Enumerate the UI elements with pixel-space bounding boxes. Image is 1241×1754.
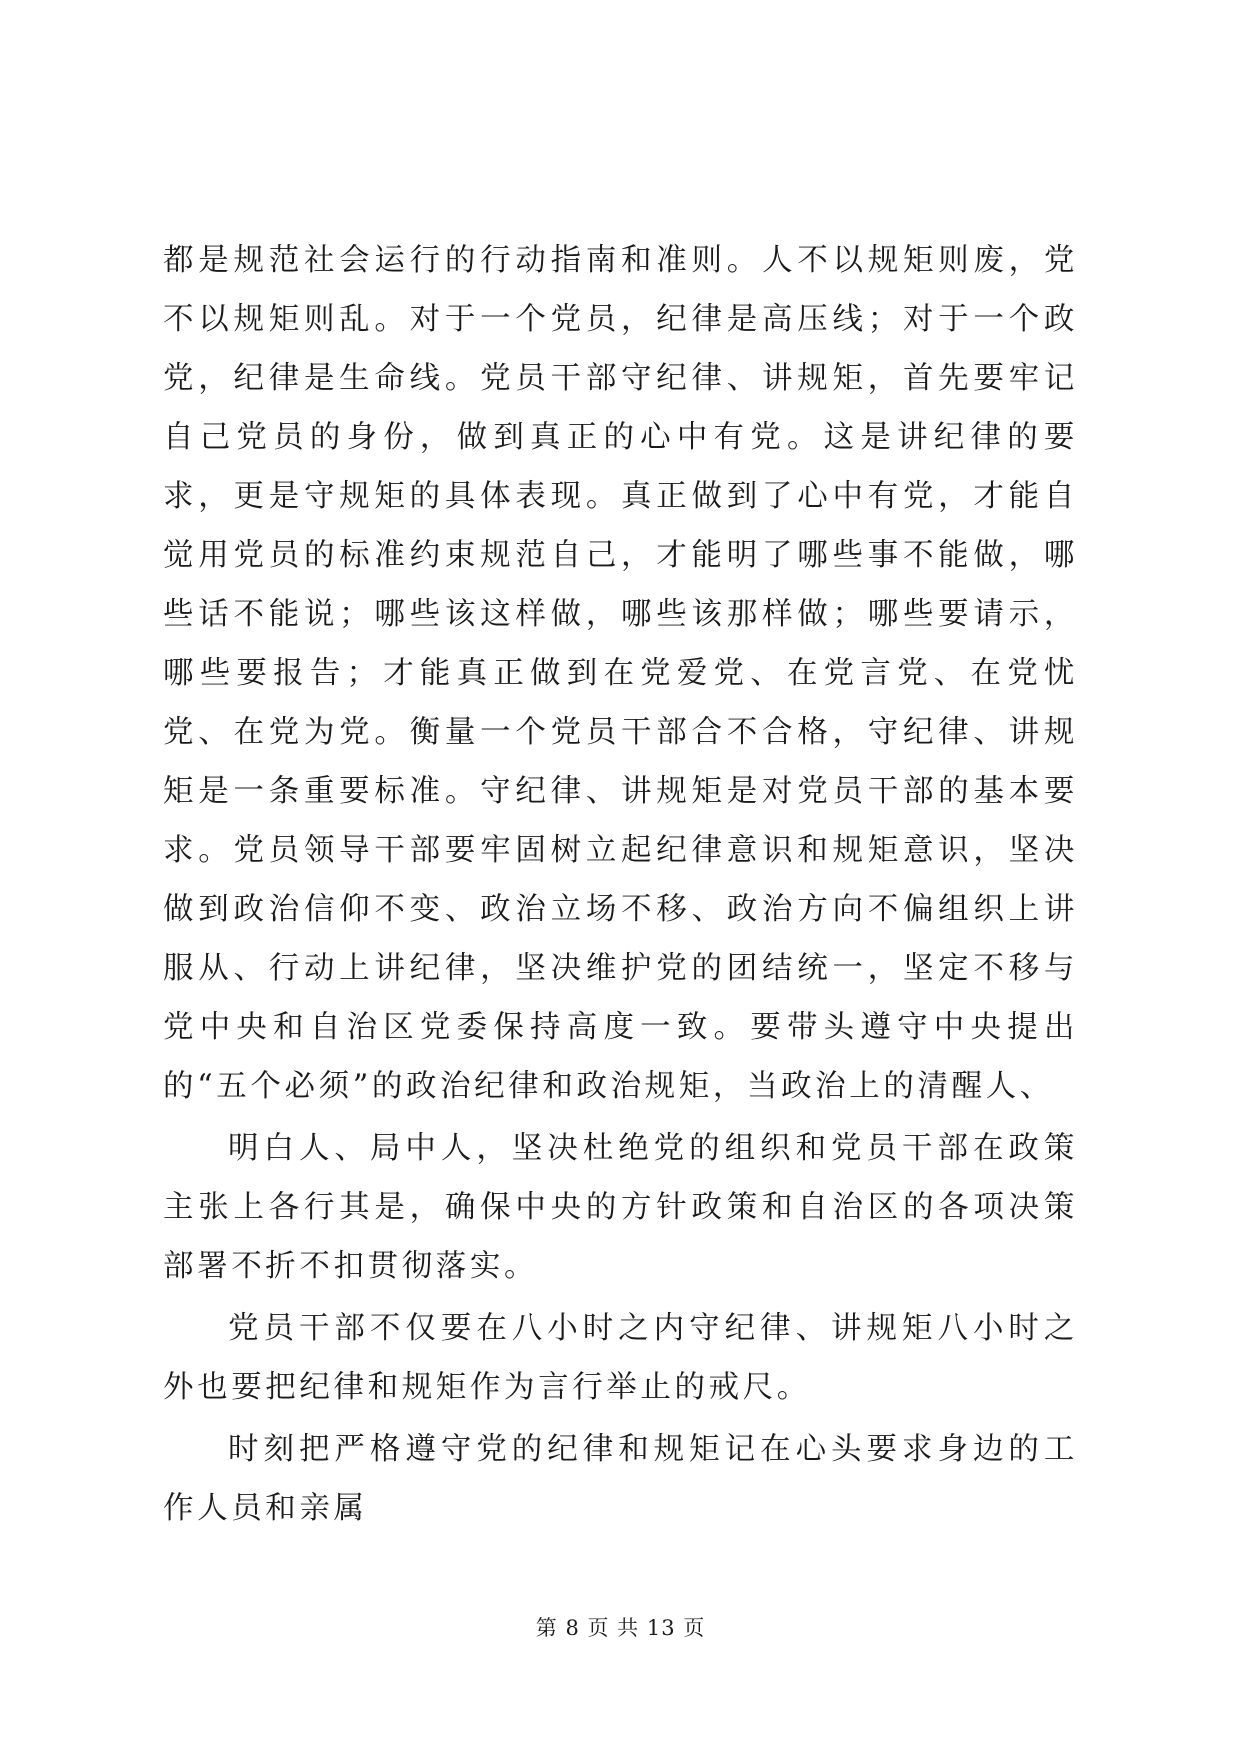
paragraph-3: 党员干部不仅要在八小时之内守纪律、讲规矩八小时之外也要把纪律和规矩作为言行举止的戒尺。 [163,1311,1078,1405]
page-number-footer: 第 8 页 共 13 页 [535,1616,706,1640]
document-body [163,231,1078,1538]
paragraph-2: 明白人、局中人，坚决杜绝党的组织和党员干部在政策主张上各行其是，确保中央的方针政策和自治区的各项决策部署不折不扣贯彻落实。 [163,1131,1078,1284]
paragraph-1: 都是规范社会运行的行动指南和准则。人不以规矩则废，党不以规矩则乱。对于一个党员，纪律是高压线；对于一个政党，纪律是生命线。党员干部守纪律、讲规矩，首先要牢记自己党员的身份，做到真正的心中有党。这是讲纪律的要求，更是守规矩的具体表现。真正做到了心中有党，才能自觉用党员的标准约束规范自己，才能明了哪些事不能做，哪些话不能说；哪些该这样做，哪些该那样做；哪些要请示，哪些要报告；才能真正做到在党爱党、在党言党、在党忧党、在党为党。衡量一个党员干部合不合格，守纪律、讲规矩是一条重要标准。守纪律、讲规矩是对党员干部的基本要求。党员领导干部要牢固树立起纪律意识和规矩意识，坚决做到政治信仰不变、政治立场不移、政治方向不偏组织上讲服从、行动上讲纪律，坚决维护党的团结统一，坚定不移与党中央和自治区党委保持高度一致。要带头遵守中央提出的“五个必须”的政治纪律和政治规矩，当政治上的清醒人、 [163,243,1078,1104]
paragraph-4: 时刻把严格遵守党的纪律和规矩记在心头要求身边的工作人员和亲属 [163,1432,1078,1526]
